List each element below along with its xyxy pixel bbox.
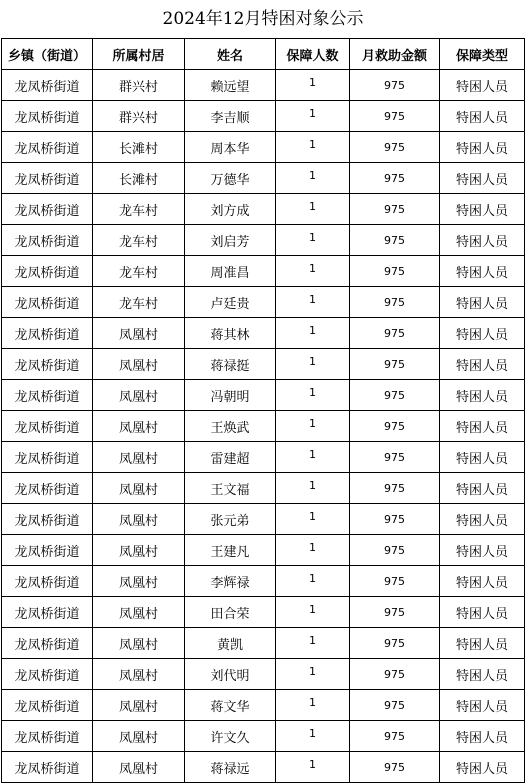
cell-name: 赖远望 [185, 70, 276, 101]
cell-type: 特困人员 [440, 628, 525, 659]
cell-count: 1 [276, 380, 350, 411]
cell-type: 特困人员 [440, 163, 525, 194]
cell-amount: 975 [350, 70, 440, 101]
cell-name: 刘代明 [185, 659, 276, 690]
cell-amount: 975 [350, 101, 440, 132]
table-row [2, 752, 525, 783]
cell-amount: 975 [350, 535, 440, 566]
cell-count: 1 [276, 101, 350, 132]
table-row [2, 473, 525, 504]
cell-village: 凤凰村 [93, 318, 185, 349]
cell-village: 凤凰村 [93, 659, 185, 690]
cell-village: 凤凰村 [93, 535, 185, 566]
cell-amount: 975 [350, 504, 440, 535]
cell-amount: 975 [350, 628, 440, 659]
cell-amount: 975 [350, 194, 440, 225]
cell-amount: 975 [350, 721, 440, 752]
cell-count: 1 [276, 628, 350, 659]
cell-count: 1 [276, 597, 350, 628]
cell-name: 蒋其林 [185, 318, 276, 349]
table-row [2, 349, 525, 380]
cell-town: 龙凤桥街道 [2, 473, 93, 504]
cell-count: 1 [276, 690, 350, 721]
cell-type: 特困人员 [440, 70, 525, 101]
cell-town: 龙凤桥街道 [2, 597, 93, 628]
cell-count: 1 [276, 132, 350, 163]
table-row [2, 411, 525, 442]
cell-name: 黄凯 [185, 628, 276, 659]
cell-type: 特困人员 [440, 442, 525, 473]
cell-count: 1 [276, 411, 350, 442]
cell-count: 1 [276, 225, 350, 256]
cell-village: 长滩村 [93, 163, 185, 194]
cell-town: 龙凤桥街道 [2, 535, 93, 566]
cell-name: 李辉禄 [185, 566, 276, 597]
cell-amount: 975 [350, 318, 440, 349]
cell-village: 凤凰村 [93, 473, 185, 504]
cell-type: 特困人员 [440, 194, 525, 225]
table-row [2, 225, 525, 256]
cell-type: 特困人员 [440, 318, 525, 349]
cell-count: 1 [276, 194, 350, 225]
cell-town: 龙凤桥街道 [2, 70, 93, 101]
cell-type: 特困人员 [440, 504, 525, 535]
cell-town: 龙凤桥街道 [2, 411, 93, 442]
table-body [2, 70, 525, 783]
cell-type: 特困人员 [440, 287, 525, 318]
cell-town: 龙凤桥街道 [2, 194, 93, 225]
cell-count: 1 [276, 287, 350, 318]
cell-village: 龙车村 [93, 287, 185, 318]
cell-village: 凤凰村 [93, 442, 185, 473]
cell-village: 龙车村 [93, 256, 185, 287]
cell-name: 蒋文华 [185, 690, 276, 721]
cell-type: 特困人员 [440, 380, 525, 411]
cell-town: 龙凤桥街道 [2, 721, 93, 752]
cell-name: 李吉顺 [185, 101, 276, 132]
cell-count: 1 [276, 318, 350, 349]
cell-village: 龙车村 [93, 225, 185, 256]
cell-amount: 975 [350, 163, 440, 194]
cell-town: 龙凤桥街道 [2, 163, 93, 194]
header-village: 所属村居 [93, 39, 185, 70]
cell-count: 1 [276, 659, 350, 690]
cell-name: 卢廷贵 [185, 287, 276, 318]
cell-name: 王焕武 [185, 411, 276, 442]
cell-count: 1 [276, 442, 350, 473]
cell-type: 特困人员 [440, 597, 525, 628]
cell-count: 1 [276, 504, 350, 535]
table-row [2, 194, 525, 225]
cell-amount: 975 [350, 597, 440, 628]
cell-name: 刘启芳 [185, 225, 276, 256]
cell-town: 龙凤桥街道 [2, 690, 93, 721]
table-row [2, 628, 525, 659]
cell-town: 龙凤桥街道 [2, 752, 93, 783]
beneficiary-table [1, 38, 525, 783]
table-row [2, 101, 525, 132]
cell-count: 1 [276, 163, 350, 194]
cell-count: 1 [276, 473, 350, 504]
table-row [2, 318, 525, 349]
header-count: 保障人数 [276, 39, 350, 70]
cell-name: 万德华 [185, 163, 276, 194]
cell-name: 刘方成 [185, 194, 276, 225]
cell-amount: 975 [350, 442, 440, 473]
table-row [2, 659, 525, 690]
cell-name: 王文福 [185, 473, 276, 504]
cell-town: 龙凤桥街道 [2, 101, 93, 132]
cell-town: 龙凤桥街道 [2, 287, 93, 318]
cell-village: 群兴村 [93, 101, 185, 132]
cell-name: 蒋禄挺 [185, 349, 276, 380]
cell-village: 凤凰村 [93, 504, 185, 535]
cell-amount: 975 [350, 132, 440, 163]
cell-type: 特困人员 [440, 535, 525, 566]
cell-amount: 975 [350, 287, 440, 318]
cell-count: 1 [276, 535, 350, 566]
table-row [2, 566, 525, 597]
table-row [2, 256, 525, 287]
cell-village: 凤凰村 [93, 628, 185, 659]
table-header-row [2, 39, 525, 70]
table-row [2, 287, 525, 318]
cell-village: 凤凰村 [93, 566, 185, 597]
cell-name: 王建凡 [185, 535, 276, 566]
cell-village: 凤凰村 [93, 380, 185, 411]
table-row [2, 442, 525, 473]
table-row [2, 70, 525, 101]
cell-village: 凤凰村 [93, 721, 185, 752]
cell-type: 特困人员 [440, 132, 525, 163]
cell-count: 1 [276, 70, 350, 101]
cell-count: 1 [276, 256, 350, 287]
cell-village: 凤凰村 [93, 411, 185, 442]
cell-amount: 975 [350, 349, 440, 380]
table-row [2, 721, 525, 752]
cell-name: 许文久 [185, 721, 276, 752]
cell-type: 特困人员 [440, 690, 525, 721]
cell-amount: 975 [350, 225, 440, 256]
cell-type: 特困人员 [440, 659, 525, 690]
cell-amount: 975 [350, 411, 440, 442]
cell-town: 龙凤桥街道 [2, 380, 93, 411]
cell-village: 群兴村 [93, 70, 185, 101]
header-town: 乡镇（街道） [2, 39, 93, 70]
cell-town: 龙凤桥街道 [2, 566, 93, 597]
cell-amount: 975 [350, 256, 440, 287]
cell-type: 特困人员 [440, 566, 525, 597]
cell-type: 特困人员 [440, 752, 525, 783]
cell-name: 张元弟 [185, 504, 276, 535]
table-row [2, 163, 525, 194]
cell-town: 龙凤桥街道 [2, 349, 93, 380]
cell-count: 1 [276, 752, 350, 783]
cell-village: 凤凰村 [93, 597, 185, 628]
header-type: 保障类型 [440, 39, 525, 70]
cell-type: 特困人员 [440, 349, 525, 380]
cell-name: 周本华 [185, 132, 276, 163]
header-amount: 月救助金额 [350, 39, 440, 70]
page-title: 2024年12月特困对象公示 [162, 9, 364, 29]
cell-type: 特困人员 [440, 473, 525, 504]
cell-type: 特困人员 [440, 411, 525, 442]
cell-village: 凤凰村 [93, 752, 185, 783]
table-row [2, 690, 525, 721]
cell-amount: 975 [350, 659, 440, 690]
cell-count: 1 [276, 566, 350, 597]
cell-town: 龙凤桥街道 [2, 628, 93, 659]
cell-name: 冯朝明 [185, 380, 276, 411]
cell-town: 龙凤桥街道 [2, 256, 93, 287]
table-row [2, 597, 525, 628]
cell-town: 龙凤桥街道 [2, 442, 93, 473]
table-row [2, 380, 525, 411]
cell-type: 特困人员 [440, 225, 525, 256]
cell-town: 龙凤桥街道 [2, 132, 93, 163]
cell-name: 蒋禄远 [185, 752, 276, 783]
cell-name: 周准昌 [185, 256, 276, 287]
cell-amount: 975 [350, 752, 440, 783]
cell-town: 龙凤桥街道 [2, 504, 93, 535]
cell-count: 1 [276, 349, 350, 380]
cell-type: 特困人员 [440, 101, 525, 132]
table-row [2, 504, 525, 535]
cell-town: 龙凤桥街道 [2, 225, 93, 256]
cell-village: 长滩村 [93, 132, 185, 163]
cell-amount: 975 [350, 473, 440, 504]
table-row [2, 535, 525, 566]
cell-village: 龙车村 [93, 194, 185, 225]
cell-type: 特困人员 [440, 721, 525, 752]
cell-town: 龙凤桥街道 [2, 318, 93, 349]
cell-amount: 975 [350, 690, 440, 721]
cell-count: 1 [276, 721, 350, 752]
table-row [2, 132, 525, 163]
cell-amount: 975 [350, 380, 440, 411]
cell-amount: 975 [350, 566, 440, 597]
cell-town: 龙凤桥街道 [2, 659, 93, 690]
header-name: 姓名 [185, 39, 276, 70]
cell-type: 特困人员 [440, 256, 525, 287]
cell-village: 凤凰村 [93, 349, 185, 380]
cell-name: 田合荣 [185, 597, 276, 628]
cell-name: 雷建超 [185, 442, 276, 473]
cell-village: 凤凰村 [93, 690, 185, 721]
